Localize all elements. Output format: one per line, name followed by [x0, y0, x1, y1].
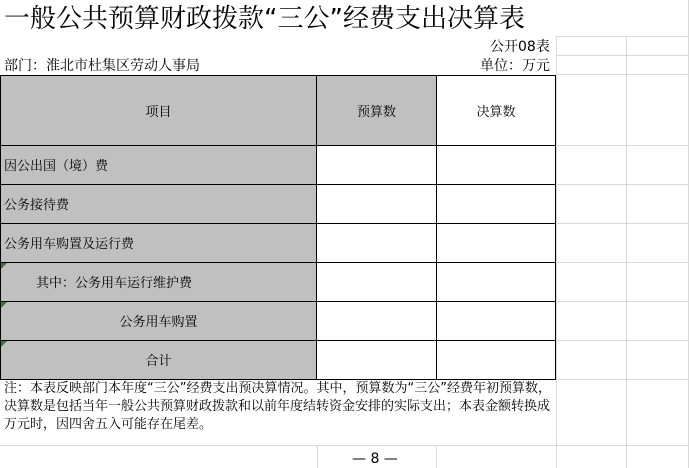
row-budget-vehicle[interactable] — [317, 223, 436, 262]
row-label-vehicle-maintenance[interactable]: 其中：公务用车运行维护费 — [0, 262, 317, 301]
row-budget-vehicle-purchase[interactable] — [317, 301, 436, 340]
department-label: 部门：淮北市杜集区劳动人事局 — [4, 58, 200, 74]
row-final-vehicle-purchase[interactable] — [436, 301, 556, 340]
row-label-total[interactable]: 合计 — [0, 340, 317, 379]
row-budget-vehicle-maintenance[interactable] — [317, 262, 436, 301]
row-budget-reception[interactable] — [317, 184, 436, 223]
cell-indicator-icon — [1, 302, 7, 308]
row-budget-total[interactable] — [317, 340, 436, 379]
row-label-vehicle-purchase[interactable]: 公务用车购置 — [0, 301, 317, 340]
footnote: 注：本表反映部门本年度“三公”经费支出预决算情况。其中，预算数为“三公”经费年初预算数，决算数是包括当年一般公共预算财政拨款和以前年度结转资金安排的实际支出；本表金额转换成万元时，因四舍五入可能存在尾差。 — [4, 381, 551, 432]
page-title: 一般公共预算财政拨款“三公”经费支出决算表 — [4, 4, 525, 34]
row-final-vehicle[interactable] — [436, 223, 556, 262]
row-final-overseas[interactable] — [436, 145, 556, 184]
row-final-reception[interactable] — [436, 184, 556, 223]
header-final[interactable]: 决算数 — [476, 104, 516, 120]
page-number: — 8 — — [352, 451, 398, 467]
cell-indicator-icon — [1, 263, 7, 269]
row-label-overseas[interactable]: 因公出国（境）费 — [0, 145, 317, 184]
header-item[interactable]: 项目 — [0, 75, 317, 145]
row-final-total[interactable] — [436, 340, 556, 379]
row-budget-overseas[interactable] — [317, 145, 436, 184]
cell-indicator-icon — [1, 341, 7, 347]
row-label-reception[interactable]: 公务接待费 — [0, 184, 317, 223]
header-budget[interactable]: 预算数 — [317, 75, 436, 145]
form-code: 公开08表 — [490, 39, 550, 55]
row-final-vehicle-maintenance[interactable] — [436, 262, 556, 301]
unit-label: 单位：万元 — [480, 58, 550, 74]
row-label-vehicle[interactable]: 公务用车购置及运行费 — [0, 223, 317, 262]
